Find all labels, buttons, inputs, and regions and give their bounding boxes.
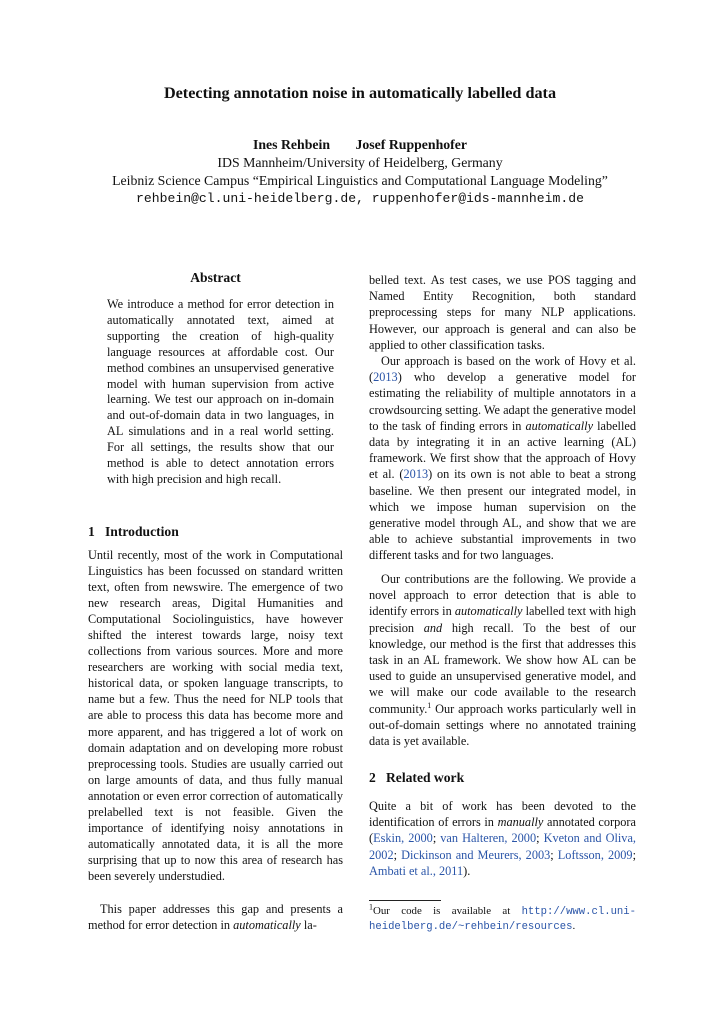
section-heading: 2 Related work xyxy=(369,770,465,785)
citation-link[interactable]: Ambati et al., 2011 xyxy=(369,863,464,878)
emphasis: automatically xyxy=(233,918,301,933)
paragraph: Our contributions are the following. We provide a novel approach to error detection that is able to identify errors in automatically labelled text with high precision and high recall. To the best of our knowledge, our method is the first that addresses this task in an AL framework. We show how AL can be used to guide an unsupervised generative model, and we will make our code available to the research community.$^1$ Our approach works particularly well in out-of-domain settings where no annotated training data is yet available. xyxy=(369,572,636,749)
affiliation-line: IDS Mannheim/University of Heidelberg, Germany xyxy=(217,155,503,170)
citation-link[interactable]: Dickinson and Meurers, 2003 xyxy=(401,847,551,862)
emphasis: and xyxy=(423,620,443,635)
emphasis: manually xyxy=(497,815,544,830)
emphasis: automatically xyxy=(454,604,523,619)
abstract-text: We introduce a method for error detection in automatically annotated text, aimed at supporting the creation of high-quality language resources at affordable cost. Our method combines an unsupervised generative model with human supervision from active learning. We test our approach on in-domain and out-of-domain data in two languages, in AL simulations and in a real world setting. For all settings, the results show that our method is able to detect annotation errors with high precision and high recall. xyxy=(107,297,334,486)
paragraph: Quite a bit of work has been devoted to the identification of errors in manually annotated corpora (Eskin, 2000; van Halteren, 2000; Kveton and Oliva, 2002; Dickinson and Meurers, 2003; Loftsson, 2009; Ambati et al., 2011). xyxy=(369,799,636,878)
citation-link[interactable]: Loftsson, 2009 xyxy=(557,847,633,862)
paragraph: Our approach is based on the work of Hovy et al. (2013) who develop a generative model for estimating the reliability of multiple annotators in a crowdsourcing setting. We adapt the generative model to the task of finding errors in automatically labelled data by integrating it in an active learning (AL) framework. We first show that the approach of Hovy et al. (2013) on its own is not able to beat a strong baseline. We then present our integrated model, in which we impose human supervision on the generative model through AL, and show that we are able to achieve substantial improvements in two different tasks and for two languages. xyxy=(369,354,636,563)
affiliation-line: Leibniz Science Campus “Empirical Linguistics and Computational Language Modeling” xyxy=(112,173,608,188)
paragraph: belled text. As test cases, we use POS tagging and Named Entity Recognition, both standard preprocessing steps for many NLP applications. However, our approach is general and can also be applied to other classification tasks. xyxy=(369,273,636,352)
citation-link[interactable]: 2013 xyxy=(373,370,398,385)
author-emails: rehbein@cl.uni-heidelberg.de, ruppenhofer@ids-mannheim.de xyxy=(136,191,584,206)
citation-link[interactable]: Kveton and Oliva, 2002 xyxy=(369,831,636,862)
footnote-divider xyxy=(369,900,441,901)
section-heading: 1 Introduction xyxy=(88,524,179,539)
paragraph: This paper addresses this gap and presents a method for error detection in automatically la- xyxy=(88,902,343,933)
citation-link[interactable]: Eskin, 2000 xyxy=(373,831,433,846)
author-name: Josef Ruppenhofer xyxy=(355,137,468,152)
footnote-number: 1 xyxy=(369,902,373,912)
author-name: Ines Rehbein xyxy=(252,137,331,152)
paragraph: Until recently, most of the work in Computational Linguistics has been focussed on standard written text, often from newswire. The emergence of two new research areas, Digital Humanities and Computational Sociolinguistics, have however shifted the interest towards large, noisy text collections from various sources. More and more researchers are working with social media text, historical data, or spoken language transcripts, to name but a few. Thus the need for NLP tools that are able to process this data has become more and more apparent, and has triggered a lot of work on domain adaptation and on developing more robust preprocessing tools. Studies are usually carried out on large amounts of data, and thus fully manual annotation or even error correction of automatically prelabelled text is not feasible. Given the importance of identifying noisy annotations in automatically annotated data, it is all the more surprising that up to now this area of research has been severely understudied. xyxy=(88,548,343,883)
citation-link[interactable]: van Halteren, 2000 xyxy=(440,831,537,846)
footnote-url-link[interactable]: http://www.cl.uni-heidelberg.de/~rehbein/resources xyxy=(369,906,636,933)
footnote-marker[interactable]: 1 xyxy=(427,700,432,710)
author-list xyxy=(0,137,720,153)
footnote: $^1$Our code is available at http://www.cl.uni-heidelberg.de/~rehbein/resources. xyxy=(369,902,636,933)
citation-link[interactable]: 2013 xyxy=(403,467,429,482)
paper-title: Detecting annotation noise in automatically labelled data xyxy=(163,84,557,102)
emphasis: automatically xyxy=(525,418,594,433)
abstract-heading: Abstract xyxy=(190,270,241,285)
